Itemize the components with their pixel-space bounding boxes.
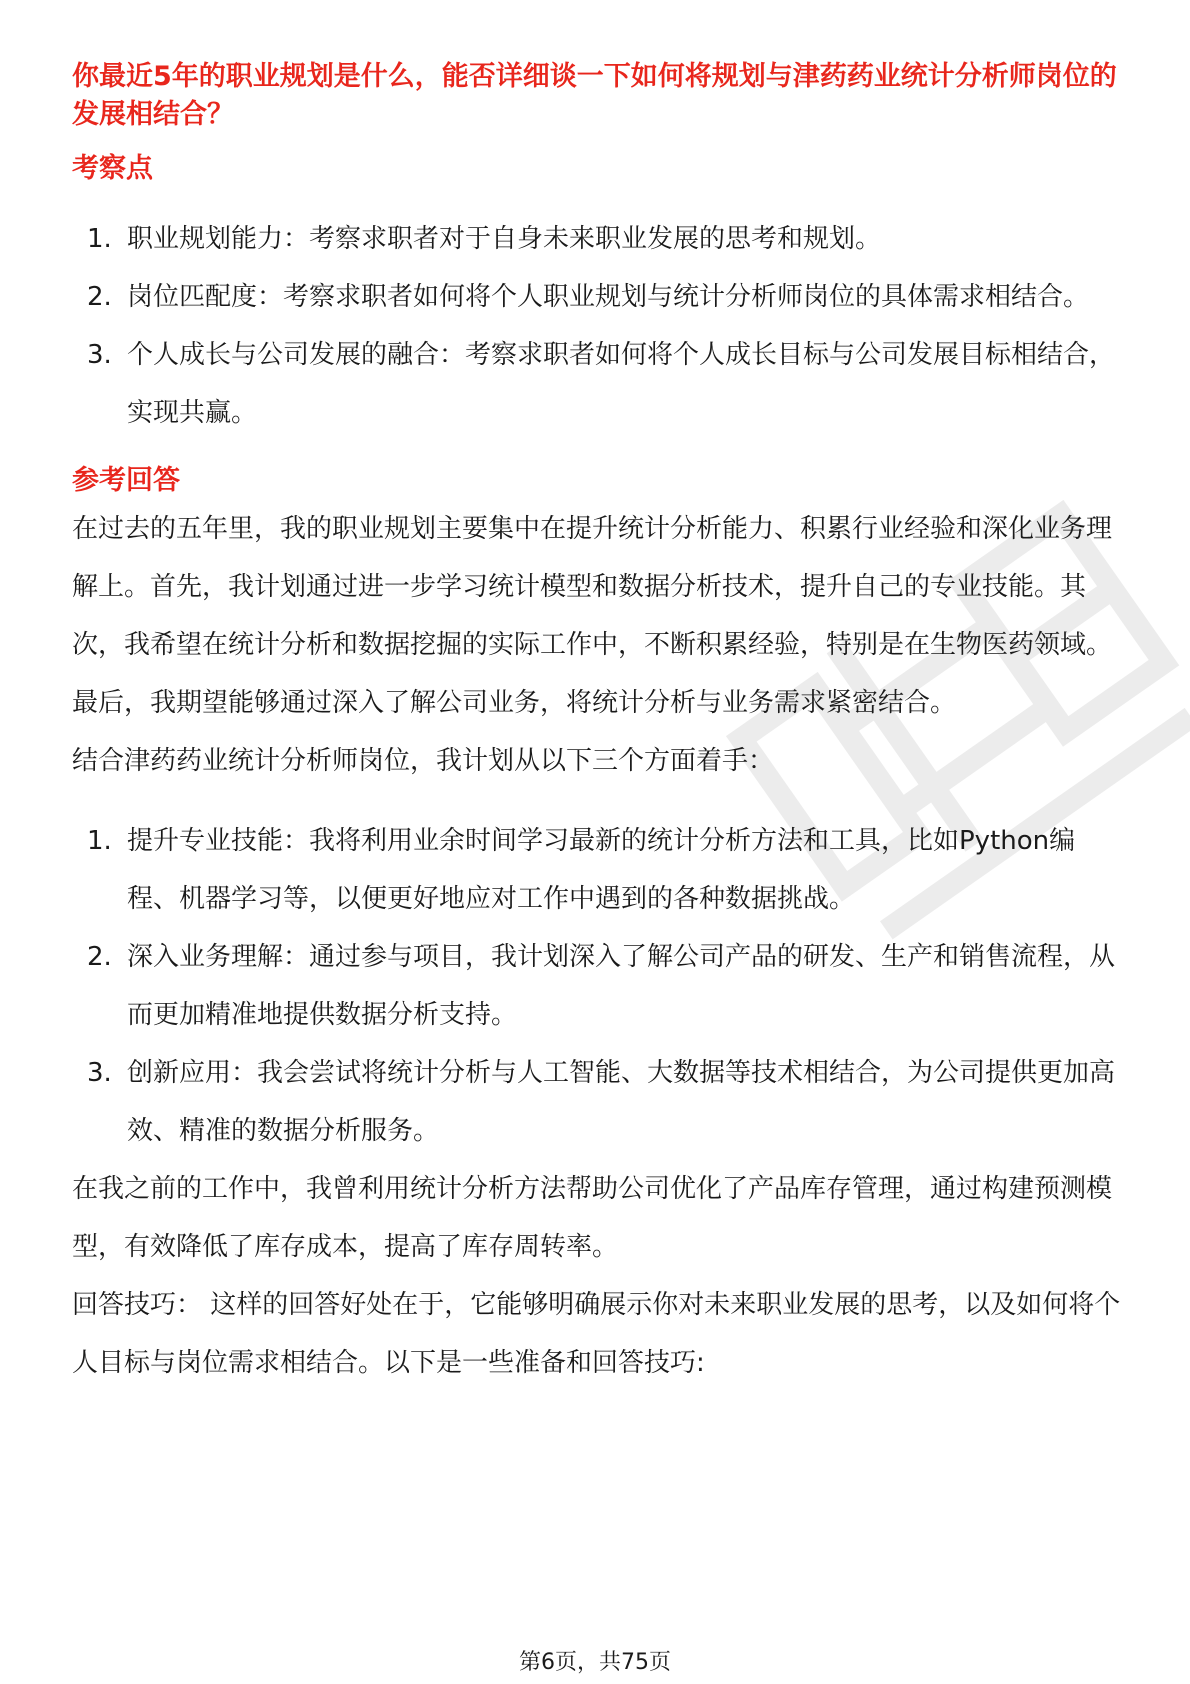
points-list: [72, 210, 1122, 442]
question-title: 你最近5年的职业规划是什么，能否详细谈一下如何将规划与津药药业统计分析师岗位的发展相结合？: [72, 61, 1117, 130]
list-item-text: 深入业务理解：通过参与项目，我计划深入了解公司产品的研发、生产和销售流程，从而更加精准地提供数据分析支持。: [127, 942, 1116, 1030]
list-item: [72, 326, 1122, 442]
list-item: [72, 928, 1122, 1044]
list-number: 3.: [87, 1058, 112, 1088]
answer-paragraph-3: 在我之前的工作中，我曾利用统计分析方法帮助公司优化了产品库存管理，通过构建预测模型，有效降低了库存成本，提高了库存周转率。: [72, 1174, 1113, 1262]
tips-paragraph: 回答技巧： 这样的回答好处在于，它能够明确展示你对未来职业发展的思考，以及如何将个人目标与岗位需求相结合。以下是一些准备和回答技巧:: [72, 1290, 1121, 1378]
list-number: 1.: [87, 826, 112, 856]
list-item: [72, 1044, 1122, 1160]
list-number: 3.: [87, 340, 112, 370]
list-item-text: 职业规划能力：考察求职者对于自身未来职业发展的思考和规划。: [127, 224, 882, 254]
list-item-text: 提升专业技能：我将利用业余时间学习最新的统计分析方法和工具，比如Python编程、机器学习等，以便更好地应对工作中遇到的各种数据挑战。: [127, 826, 1076, 914]
list-item-text: 个人成长与公司发展的融合：考察求职者如何将个人成长目标与公司发展目标相结合，实现共赢。: [127, 340, 1116, 428]
answer-paragraph-2: 结合津药药业统计分析师岗位，我计划从以下三个方面着手：: [72, 746, 775, 776]
plan-list: [72, 812, 1122, 1160]
answer-heading: 参考回答: [72, 465, 180, 496]
answer-paragraph-1: 在过去的五年里，我的职业规划主要集中在提升统计分析能力、积累行业经验和深化业务理解上。首先，我计划通过进一步学习统计模型和数据分析技术，提升自己的专业技能。其次，我希望在统计分析和数据挖掘的实际工作中，不断积累经验，特别是在生物医药领域。最后，我期望能够通过深入了解公司业务，将统计分析与业务需求紧密结合。: [72, 514, 1113, 718]
content: [72, 58, 1122, 1392]
list-item: [72, 268, 1122, 326]
list-item-text: 创新应用：我会尝试将统计分析与人工智能、大数据等技术相结合，为公司提供更加高效、精准的数据分析服务。: [127, 1058, 1116, 1146]
points-heading: 考察点: [72, 153, 153, 184]
list-number: 2.: [87, 282, 112, 312]
page-footer: 第6页，共75页: [519, 1650, 671, 1675]
list-item: [72, 812, 1122, 928]
list-item: [72, 210, 1122, 268]
list-item-text: 岗位匹配度：考察求职者如何将个人职业规划与统计分析师岗位的具体需求相结合。: [127, 282, 1090, 312]
list-number: 2.: [87, 942, 112, 972]
list-number: 1.: [87, 224, 112, 254]
